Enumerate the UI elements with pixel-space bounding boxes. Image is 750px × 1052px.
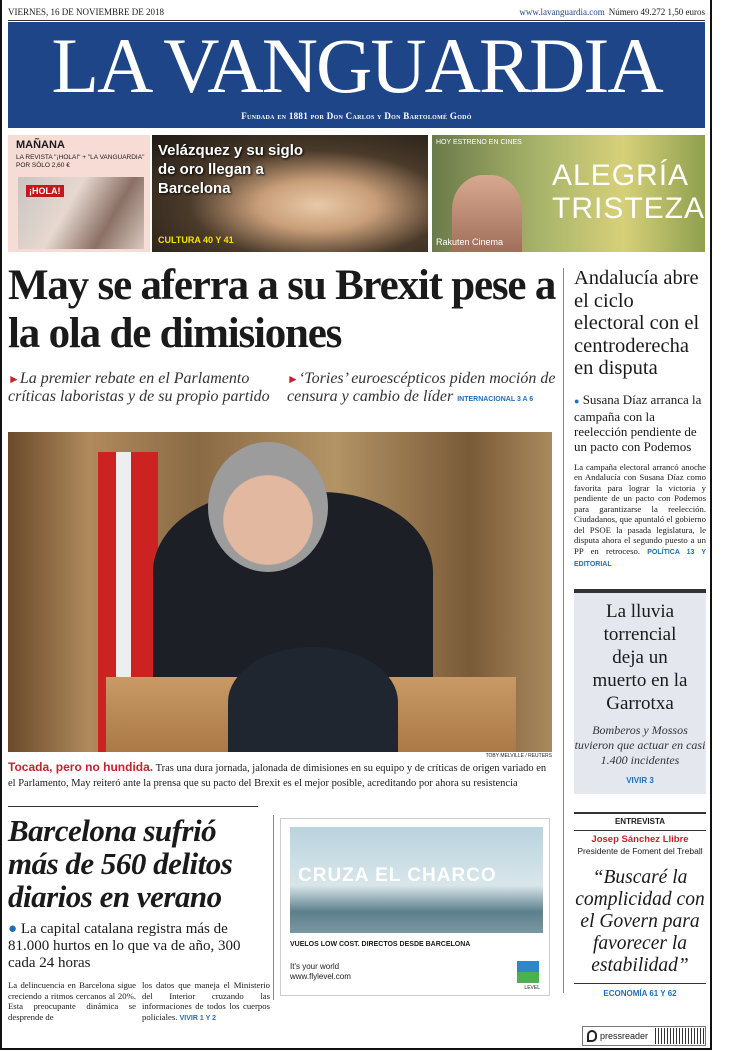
promo-hola[interactable] (8, 135, 150, 252)
bullet-icon: ● (574, 395, 580, 406)
barcelona-headline[interactable]: Barcelona sufrió más de 560 delitos diarios en verano (8, 813, 233, 914)
promo-ref: CULTURA 40 Y 41 (158, 235, 234, 245)
right-column (574, 267, 706, 999)
lluvia-box[interactable] (574, 589, 706, 794)
body-text: La campaña electoral arrancó anoche en Andalucía con Susana Díaz como favorita para lograr la victoria y pendiente de un pacto con Podemos para garantizarse la reelección. Ciudadanos, que apuntaló el gobierno del PSOE la pasada legislatura, le disputa ahora el segundo puesto a un PP en retroceso. (574, 461, 706, 556)
newspaper-logo: LA VANGUARDIA (51, 22, 662, 109)
photo-caption (8, 760, 556, 791)
lluvia-headline: La lluvia torrencial deja un muerto en la Garrotxa (592, 600, 688, 714)
price: 1,50 euros (667, 7, 705, 17)
section-ref[interactable]: POLÍTICA 13 Y EDITORIAL (574, 548, 706, 568)
interview-block[interactable] (574, 812, 706, 999)
ad-image (290, 827, 543, 933)
website-link[interactable]: www.lavanguardia.com (519, 7, 605, 17)
divider (8, 806, 258, 807)
lluvia-subhead: Bomberos y Mossos tuvieron que actuar en casi 1.400 incidentes (574, 722, 706, 767)
bullet-icon: ● (8, 921, 18, 937)
divider (273, 815, 274, 1000)
barcelona-body (8, 980, 270, 1024)
hola-logo: ¡HOLA! (26, 185, 64, 197)
level-logo-icon (517, 961, 539, 983)
promo-subtitle: LA REVISTA "¡HOLA!" + "LA VANGUARDIA" POR SÓLO 2,60 € (16, 154, 145, 169)
pressreader-icon (587, 1030, 597, 1042)
pressreader-badge[interactable] (582, 1026, 706, 1046)
ad-slogan: It's your world (290, 962, 340, 971)
caption-block (8, 753, 556, 791)
barcelona-bullet (8, 921, 270, 972)
section-ref[interactable]: VIVIR 1 Y 2 (179, 1014, 216, 1022)
bullet-text: Susana Díaz arranca la campaña con la reelección pendiente de un pacto con Podemos (574, 391, 702, 454)
photo-credit: TOBY MELVILLE / REUTERS (485, 753, 552, 759)
ad-title: CRUZA EL CHARCO (298, 865, 497, 886)
person-head (208, 442, 328, 572)
lead-subhead-1 (8, 370, 279, 409)
advertisement[interactable] (280, 818, 550, 996)
section-ref[interactable]: ECONOMÍA 61 Y 62 (603, 988, 677, 998)
pressreader-label: pressreader (600, 1031, 649, 1041)
caption-text: Tras una dura jornada, jalonada de dimisiones en su equipo y de críticas de origen variado en el Parlamento, May reiteró ante la prensa que su pacto del Brexit es el mejor posible, acreditando por ahora su resistencia (8, 763, 547, 789)
promo-title: MAÑANA (16, 139, 65, 151)
caption-lead: Tocada, pero no hundida. (8, 760, 154, 774)
founded-line: Fundada en 1881 por Don Carlos y Don Bartolomé Godó (241, 111, 472, 121)
interview-quote: “Buscaré la complicidad con el Govern para favorecer la estabilidad” (574, 867, 706, 984)
movie-title: ALEGRÍA TRISTEZA (552, 159, 706, 225)
ad-tagline: VUELOS LOW COST. DIRECTOS DESDE BARCELONA (290, 941, 471, 948)
section-ref[interactable]: INTERNACIONAL 3 A 6 (457, 396, 534, 403)
rakuten-logo: Rakuten Cinema (436, 237, 504, 247)
interviewee-role: Presidente de Foment del Treball (577, 845, 703, 856)
promo-title: Velázquez y su siglo de oro llegan a Barcelona (158, 142, 304, 197)
subhead-text: La premier rebate en el Parlamento críticas laboristas y de su propio partido (8, 370, 270, 405)
barcode (655, 1028, 705, 1044)
issue-meta (519, 7, 705, 18)
royal-seal (228, 647, 398, 752)
ad-brand: LEVEL (524, 985, 540, 991)
lead-story (8, 262, 558, 409)
section-ref[interactable]: VIVIR 3 (626, 775, 654, 785)
andalucia-headline[interactable]: Andalucía abre el ciclo electoral con el centroderecha en disputa (574, 267, 700, 379)
interviewee-name: Josep Sánchez Llibre (591, 833, 689, 845)
arrow-icon: ► (287, 372, 299, 386)
body-text: los datos que maneja el Ministerio del Interior cruzando las informaciones de todos los cuerpos policiales. (142, 980, 270, 1022)
bullet-text: La capital catalana registra más de 81.000 hurtos en lo que va de año, 300 cada 24 horas (8, 921, 241, 971)
andalucia-bullet (574, 392, 706, 454)
promo-velazquez[interactable] (152, 135, 428, 252)
barcelona-story (8, 814, 270, 1024)
andalucia-body (574, 462, 706, 571)
column-divider (563, 268, 564, 993)
issue-date: VIERNES, 16 DE NOVIEMBRE DE 2018 (8, 7, 164, 17)
subhead-text: ‘Tories’ euroescépticos piden moción de censura y cambio de líder (287, 370, 556, 405)
lead-subheads (8, 370, 558, 409)
arrow-icon: ► (8, 372, 20, 386)
ad-contact (290, 962, 490, 982)
barcelona-body-col1: La delincuencia en Barcelona sigue creciendo a ritmos cercanos al 20%. Esta preocupante dinámica se desprende de (8, 980, 136, 1022)
divider (8, 20, 705, 21)
masthead (8, 22, 705, 128)
lead-headline[interactable]: May se aferra a su Brexit pese a la ola de dimisiones (8, 262, 556, 357)
barcelona-body-col2 (142, 980, 270, 1024)
lead-photo (8, 432, 552, 752)
interview-kicker: ENTREVISTA (574, 814, 706, 831)
magazine-cover-image (18, 177, 144, 249)
ad-url[interactable]: www.flylevel.com (290, 972, 351, 981)
lead-subhead-2 (287, 370, 558, 409)
promo-movie[interactable] (432, 135, 705, 252)
issue-number: Número 49.272 (608, 7, 666, 17)
promo-kicker: HOY ESTRENO EN CINES (436, 139, 522, 146)
